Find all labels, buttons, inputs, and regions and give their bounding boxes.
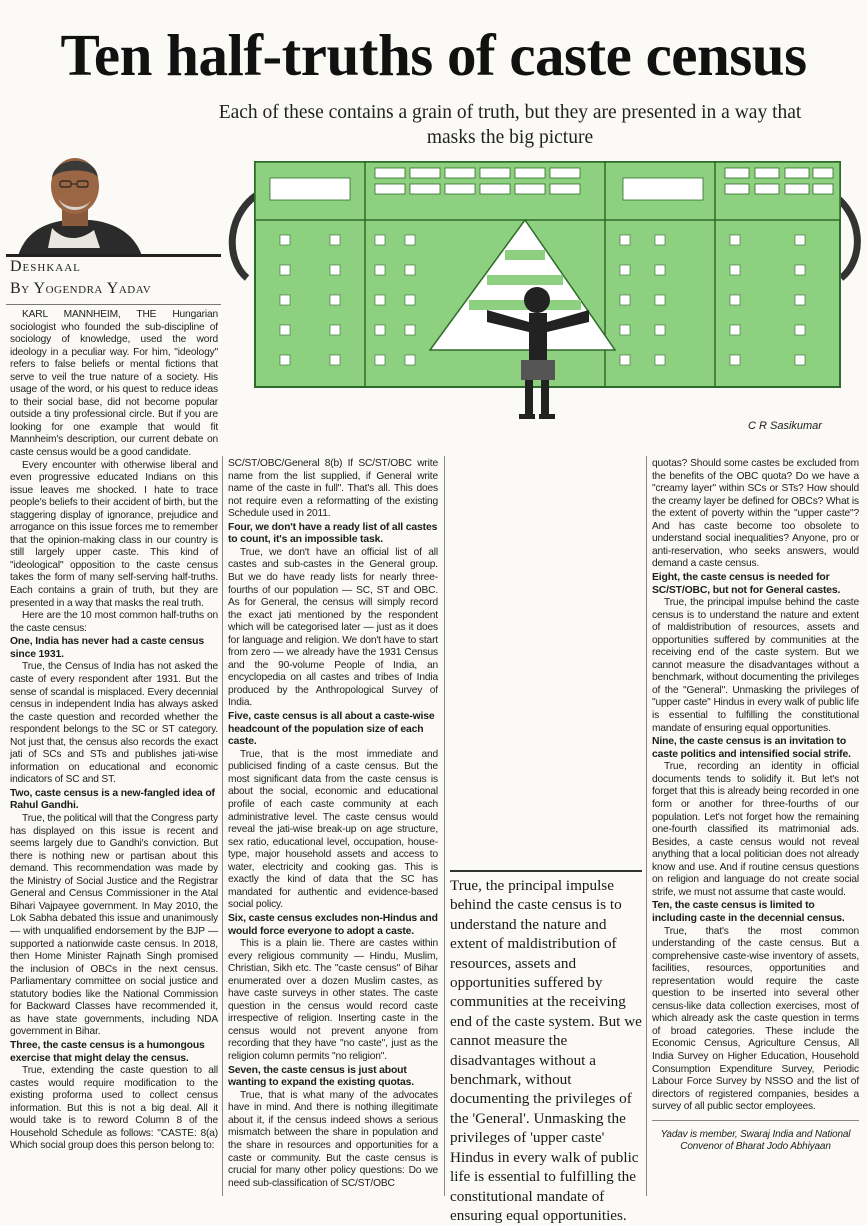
standfirst: Each of these contains a grain of truth, but they are presented in a way that masks the big picture [218,102,802,148]
section-heading: Seven, the caste census is just about wanting to expand the existing quotas. [228,1064,414,1089]
body-paragraph: KARL MANNHEIM, THE Hungarian sociologist who founded the sub-discipline of sociology of knowledge, used the word ideology in a peculiar way. For him, "ideology" refers to false beliefs or mental fictions that serve to veil the true nature of a society. His usage of the word, or his quest to reduce ideas to their social base, did not become popular outside a tiny professional circle. But if you are looking for one example that would fit Mannheim's description, our current debate on caste census would be a good candidate. [10,309,218,459]
body-paragraph: True, we don't have an official list of all castes and sub-castes in the General group. But we do have ready lists for nearly three-fourths of our population — SC, ST and OBC. As for General, the census will simply record the exact jati mentioned by the respondent which will be categorised later — just as it does for language and religion. We don't have to start from zero — we already have the 1931 Census and the 90-volume People of India, an encyclopedia on all castes and tribes of India produced by the Anthropological Survey of India. [228,546,438,709]
body-paragraph: This is a plain lie. There are castes within every religious community — Hindu, Muslim, Christian, Sikh etc. The "caste census" of Bihar enumerated over a dozen Muslim castes, as have caste surveys in other states. The caste question in the census would record caste irrespective of religion. Inserting caste in the census would not prevent anyone from recording that they have "no caste", just as the religion column permits "no religion". [228,938,438,1063]
section-heading: Six, caste census excludes non-Hindus and would force everyone to adopt a caste. [228,912,438,937]
body-paragraph: True, extending the caste question to all castes would require modification to the existing proforma used to collect census information. But this is not a big deal. All it would take is to reword Column 8 of the Household Schedule as follows: "CASTE: 8(a) Which social group does this person belong to: [10,1065,218,1152]
body-paragraph: True, the Census of India has not asked the caste of every respondent after 1931. But the sense of scandal is misplaced. Every decennial census in independent India has always asked the caste question and recorded whether the respondent belongs to the SC or ST category. Not just that, the census also records the exact jati of SCs and STs and publishes jati-wise information on educational and economic indicators of SC and ST. [10,661,218,786]
section-heading: Two, caste census is a new-fangled idea of Rahul Gandhi. [10,787,215,812]
column-name: Deshkaal [10,258,81,275]
pull-quote: True, the principal impulse behind the caste census is to understand the nature and extent of maldistribution of resources, assets and opportunities suffered by communities at the receiving end of the caste system. But we cannot measure the disadvantages without a benchmark, without documenting the privileges of the 'General'. Unmasking the privileges of 'upper caste' Hindus in every walk of public life is essential to fulfilling the constitutional mandate of ensuring equal opportunities. [450,870,642,1192]
section-heading: Nine, the caste census is an invitation to caste politics and intensified social strife. [652,736,851,760]
section-heading: Ten, the caste census is limited to including caste in the decennial census. [652,900,845,924]
body-paragraph: True, the principal impulse behind the caste census is to understand the nature and extent of maldistribution of resources, assets and opportunities suffered by communities at the receiving end of the caste system. But we cannot measure the disadvantages without a benchmark, without documenting the privileges of the "General". Unmasking the privileges of "upper caste" Hindus in every walk of public life is essential to fulfilling the constitutional mandate of ensuring equal opportunities. [652,597,859,734]
byline-rule [6,304,221,305]
census-illustration [225,150,865,440]
body-paragraph: True, the political will that the Congress party has displayed on this issue is recent and seems largely due to Gandhi's conviction. But there is nothing new or partisan about this demand. This recommendation was made by the Ministry of Social Justice and the Registrar General and Census Commissioner in the Atal Bihari Vajpayee government. In May 2010, the Lok Sabha debated this issue and unanimously — with unqualified endorsement by the BJP — supported a nationwide caste census. In 2018, then Home Minister Rajnath Singh promised the inclusion of OBCs in the next census. Parliamentary committee on social justice and statutory bodies like the National Commission for Backward Classes have recommended it, as have state governments, including NDA government in Bihar. [10,813,218,1038]
section-heading: Eight, the caste census is needed for SC/ST/OBC, but not for General castes. [652,571,841,596]
illustration-credit: C R Sasikumar [748,420,822,432]
body-paragraph: True, that is the most immediate and publicised finding of a caste census. But the most significant data from the caste census is about the social, economic and educational profile of each caste community at each administrative level. The caste census would reveal the jati-wise break-up on age structure, sex ratio, educational level, occupation, house-type, major household assets and access to water, electricity and cooking gas. This is exactly the kind of data that the SC has mandated for authentic and evidence-based social policy. [228,748,438,911]
body-paragraph: True, that's the most common understanding of the caste census. But a comprehensive caste-wise inventory of assets, facilities, resources, opportunities and representation would require the caste question to be inserted into several other census-like data collection exercises, most of which already ask the caste question in terms of broad categories. These include the Economic Census, Agriculture Census, All India Survey on Higher Education, Household Consumption Expenditure Survey, Periodic Labour Force Survey by NSSO and the list of directors of registered companies, besides a survey of all public sector employees. [652,925,859,1113]
body-paragraph: quotas? Should some castes be excluded from the benefits of the OBC quota? Do we have a "creamy layer" within SCs or STs? How should the creamy layer be defined for OBCs? What is the extent of poverty within the "upper caste"? And has caste become too obsolete to understand social inequalities? Anyone, pro or anti-reservation, who seeks answers, would demand a caste census. [652,458,859,570]
footnote-rule [652,1120,859,1121]
section-heading: One, India has never had a caste census since 1931. [10,636,204,660]
column-separator [444,456,445,1196]
author-portrait [8,148,148,256]
body-column-2 [228,458,438,1198]
column-separator [222,456,223,1196]
body-paragraph: True, recording an identity in official documents tends to solidify it. But let's not forget that this is already being recorded in one form or another for three-fourths of our population. Let's not forget how the remaining one-fourth classified its matrimonial ads. Besides, a caste census would not reveal anything that a local politician does not already know and use. And if routine census questions on religion and language do not create social strife, we must not assume that caste would. [652,761,859,898]
author-note: Yadav is member, Swaraj India and National Convenor of Bharat Jodo Abhiyaan [660,1128,851,1153]
body-paragraph: Every encounter with otherwise liberal and even progressive educated Indians on this issue leaves me shocked. I hate to trace people's beliefs to their accident of birth, but the staggering display of ignorance, prejudice and arrogance on this issue forces me to remember that the opinion-making class in our country is still largely upper caste. This kind of "ideological" opposition to the caste census takes the form of many self-serving half-truths. Each contains a grain of truth, but they are presented in a way that masks the real truth. [10,459,218,609]
headline: Ten half-truths of caste census [60,22,807,88]
body-paragraph: Here are the 10 most common half-truths on the caste census: [10,610,218,634]
section-heading: Three, the caste census is a humongous exercise that might delay the census. [10,1039,205,1064]
body-paragraph: SC/ST/OBC/General 8(b) If SC/ST/OBC write name from the list supplied, if General write name of the caste in full". That's all. This does not require even a reformatting of the existing Schedule used in 2011. [228,458,438,520]
body-paragraph: True, that is what many of the advocates have in mind. And there is nothing illegitimate about it, if the census indeed shows a serious mismatch between the share in population and the share in resources and opportunities for a caste or community. But the caste census is crucial for many other policy questions: Do we need sub-classification of SC/ST/OBC [228,1089,438,1189]
column-rule [6,254,221,257]
section-heading: Five, caste census is all about a caste-wise headcount of the population size of each caste. [228,711,435,748]
section-heading: Four, we don't have a ready list of all castes to count, it's an impossible task. [228,521,438,546]
column-separator [646,456,647,1196]
body-column-1 [10,309,218,1194]
body-column-3 [652,458,859,1198]
byline: By Yogendra Yadav [10,280,152,297]
